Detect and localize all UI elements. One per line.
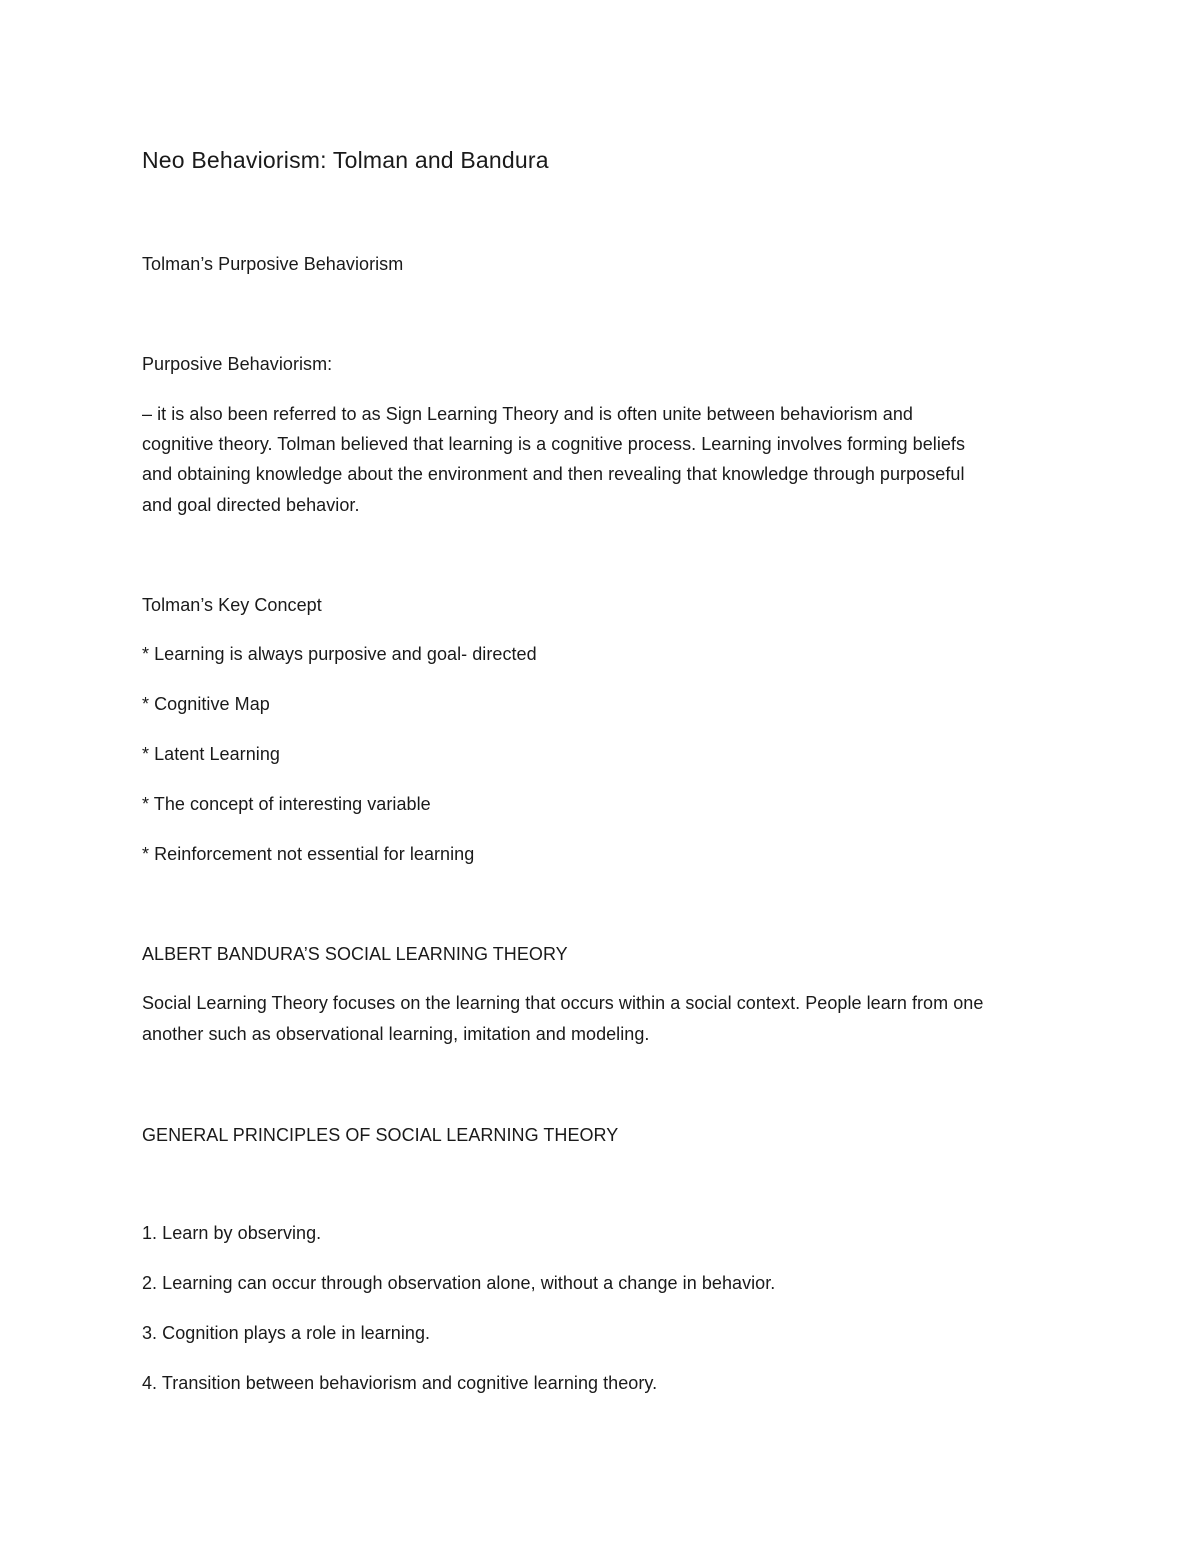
document-title: Neo Behaviorism: Tolman and Bandura [142, 147, 549, 173]
paragraph-line: and goal directed behavior. [142, 495, 360, 515]
list-item: 3. Cognition plays a role in learning. [142, 1323, 431, 1343]
list-item: * Reinforcement not essential for learning [142, 844, 475, 864]
section-heading-tolman: Tolman’s Purposive Behaviorism [142, 254, 404, 274]
list-item: * The concept of interesting variable [142, 794, 431, 814]
paragraph-line: and obtaining knowledge about the environment and then revealing that knowledge through purposeful [142, 464, 965, 484]
paragraph-line: cognitive theory. Tolman believed that learning is a cognitive process. Learning involves forming beliefs [142, 434, 966, 454]
paragraph-line: another such as observational learning, imitation and modeling. [142, 1024, 650, 1044]
paragraph-line: – it is also been referred to as Sign Learning Theory and is often unite between behaviorism and [142, 404, 913, 424]
list-item: 4. Transition between behaviorism and cognitive learning theory. [142, 1373, 658, 1393]
list-item: 2. Learning can occur through observation alone, without a change in behavior. [142, 1273, 776, 1293]
list-item: * Cognitive Map [142, 694, 270, 714]
principles-heading: GENERAL PRINCIPLES OF SOCIAL LEARNING THEORY [142, 1125, 619, 1145]
key-concept-heading: Tolman’s Key Concept [142, 595, 322, 615]
section-heading-bandura: ALBERT BANDURA’S SOCIAL LEARNING THEORY [142, 944, 568, 964]
list-item: 1. Learn by observing. [142, 1223, 322, 1243]
list-item: * Learning is always purposive and goal- directed [142, 644, 537, 664]
term-label-purposive-behaviorism: Purposive Behaviorism: [142, 354, 333, 374]
paragraph-line: Social Learning Theory focuses on the learning that occurs within a social context. People learn from one [142, 993, 984, 1013]
list-item: * Latent Learning [142, 744, 280, 764]
